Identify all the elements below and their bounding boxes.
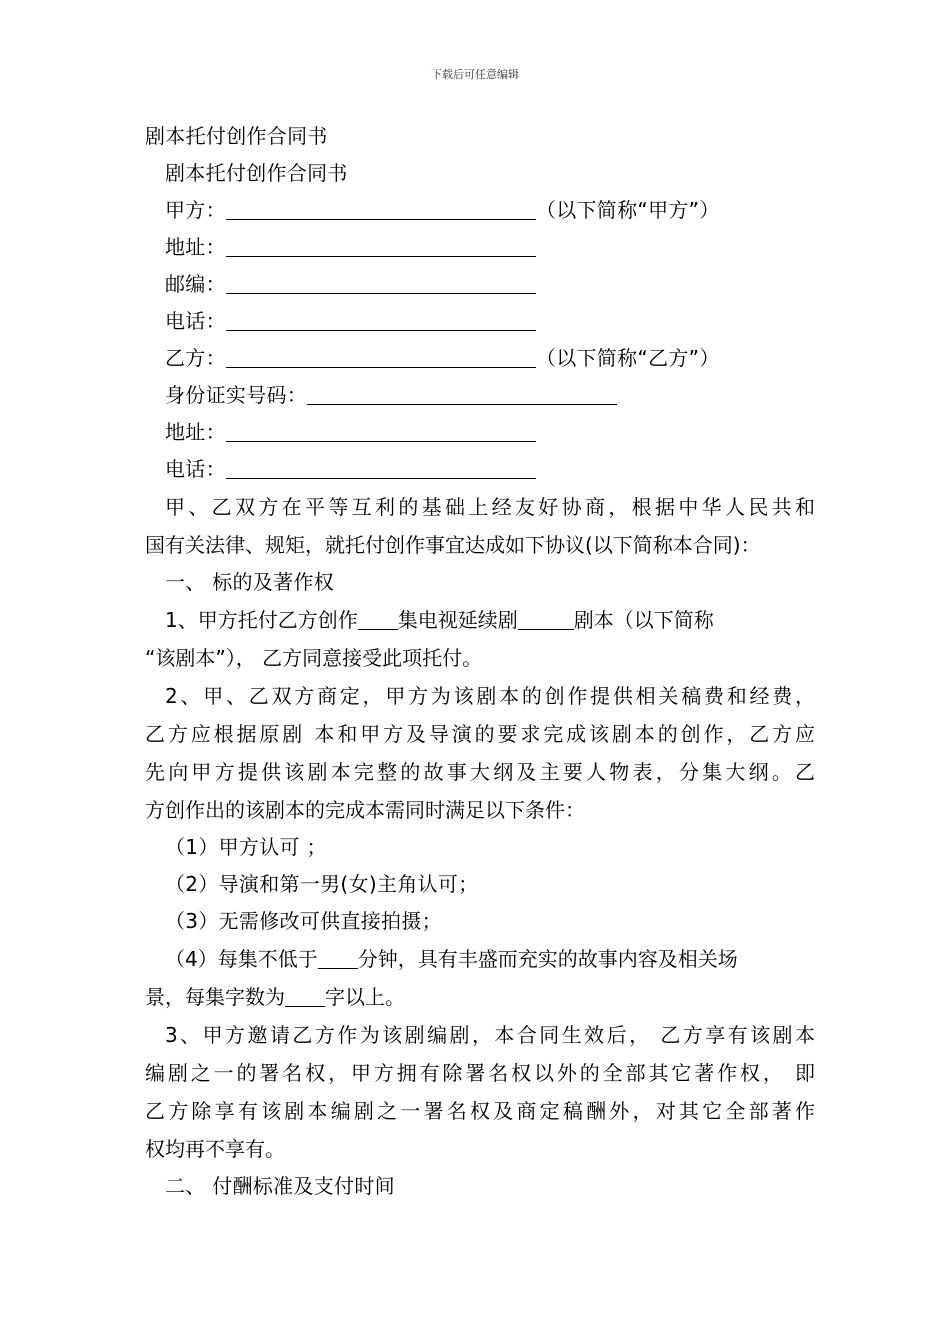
intro-paragraph [145, 488, 815, 564]
condition-2: （2）导演和第一男(女)主角认可； [165, 872, 479, 896]
item3-line-2: 编剧之一的署名权，甲方拥有除署名权以外的全部其它著作权， 即 [145, 1061, 815, 1085]
party-a-postcode-blank[interactable] [226, 269, 536, 294]
item2-line-3: 先向甲方提供该剧本完整的故事大纲及主要人物表，分集大纲。乙 [145, 760, 815, 784]
item1-line-2: “该剧本”）， 乙方同意接受此项托付。 [145, 646, 483, 670]
party-a-address-label: 地址： [165, 235, 226, 259]
item2-line-2: 乙方应根据原剧 本和甲方及导演的要求完成该剧本的创作，乙方应 [145, 722, 815, 746]
party-a-name-row [145, 192, 815, 229]
condition-1: （1）甲方认可 ； [165, 835, 327, 859]
intro-line-1: 甲、乙双方在平等互利的基础上经友好协商，根据中华人民共和 [165, 495, 815, 519]
item1-paragraph [145, 601, 815, 677]
episodes-blank[interactable] [358, 605, 398, 630]
item1-suffix: 剧本（以下简称 [573, 608, 714, 632]
doc-title: 剧本托付创作合同书 [145, 124, 328, 148]
party-b-address-blank[interactable] [226, 417, 536, 442]
section1-heading: 一、 标的及著作权 [165, 570, 335, 594]
condition-4-mid: 分钟，具有丰盛而充实的故事内容及相关场 [357, 947, 738, 971]
party-a-address-blank[interactable] [226, 232, 536, 257]
doc-subtitle: 剧本托付创作合同书 [165, 161, 348, 185]
item2-line-1: 2、甲、乙双方商定，甲方为该剧本的创作提供相关稿费和经费， [165, 684, 815, 708]
word-count-blank[interactable] [285, 982, 325, 1007]
condition-4-line-2 [145, 978, 815, 1016]
series-title-blank[interactable] [518, 605, 574, 630]
party-a-phone-blank[interactable] [226, 306, 536, 331]
item2-line-4: 方创作出的该剧本的完成本需同时满足以下条件： [145, 798, 585, 822]
header-note: 下载后可任意编辑 [431, 68, 519, 81]
party-a-postcode-row [145, 266, 815, 303]
item1-mid: 集电视延续剧 [397, 608, 518, 632]
party-a-address-row [145, 229, 815, 266]
party-a-postcode-label: 邮编： [165, 272, 226, 296]
party-b-phone-row [145, 451, 815, 488]
party-b-phone-blank[interactable] [226, 454, 536, 479]
party-b-phone-label: 电话： [165, 457, 226, 481]
item3-line-4: 权均再不享有。 [145, 1137, 285, 1161]
party-a-phone-row [145, 303, 815, 340]
party-a-name-blank[interactable] [226, 195, 536, 220]
condition-4-line2-suffix: 字以上。 [325, 985, 405, 1009]
condition-4-paragraph [145, 940, 815, 1016]
party-b-name-row [145, 340, 815, 377]
party-a-phone-label: 电话： [165, 309, 226, 333]
item1-line-1 [145, 601, 815, 639]
item2-paragraph [145, 677, 815, 829]
party-b-name-suffix: （以下简称“乙方”） [535, 346, 720, 370]
party-b-name-blank[interactable] [226, 343, 536, 368]
party-b-id-row [145, 377, 815, 414]
party-b-id-blank[interactable] [307, 380, 617, 405]
contract-page [145, 118, 815, 1205]
item3-line-1: 3、甲方邀请乙方作为该剧编剧，本合同生效后， 乙方享有该剧本 [165, 1023, 815, 1047]
condition-3: （3）无需修改可供直接拍摄； [165, 909, 442, 933]
condition-4-line-1 [145, 940, 815, 978]
party-a-name-label: 甲方： [165, 198, 226, 222]
section2-heading: 二、 付酬标准及支付时间 [165, 1174, 395, 1198]
party-b-name-label: 乙方： [165, 346, 226, 370]
condition-4-line2-prefix: 景，每集字数为 [145, 985, 285, 1009]
condition-4-prefix: （4）每集不低于 [165, 947, 318, 971]
party-b-address-row [145, 414, 815, 451]
item3-paragraph [145, 1016, 815, 1168]
intro-line-2: 国有关法律、规矩，就托付创作事宜达成如下协议(以下简称本合同)： [145, 533, 761, 557]
party-b-id-label: 身份证实号码： [165, 383, 308, 407]
item1-prefix: 1、甲方托付乙方创作 [165, 608, 358, 632]
item3-line-3: 乙方除享有该剧本编剧之一署名权及商定稿酬外，对其它全部著作 [145, 1099, 815, 1123]
party-b-address-label: 地址： [165, 420, 226, 444]
party-a-name-suffix: （以下简称“甲方”） [535, 198, 720, 222]
minutes-blank[interactable] [318, 944, 358, 969]
